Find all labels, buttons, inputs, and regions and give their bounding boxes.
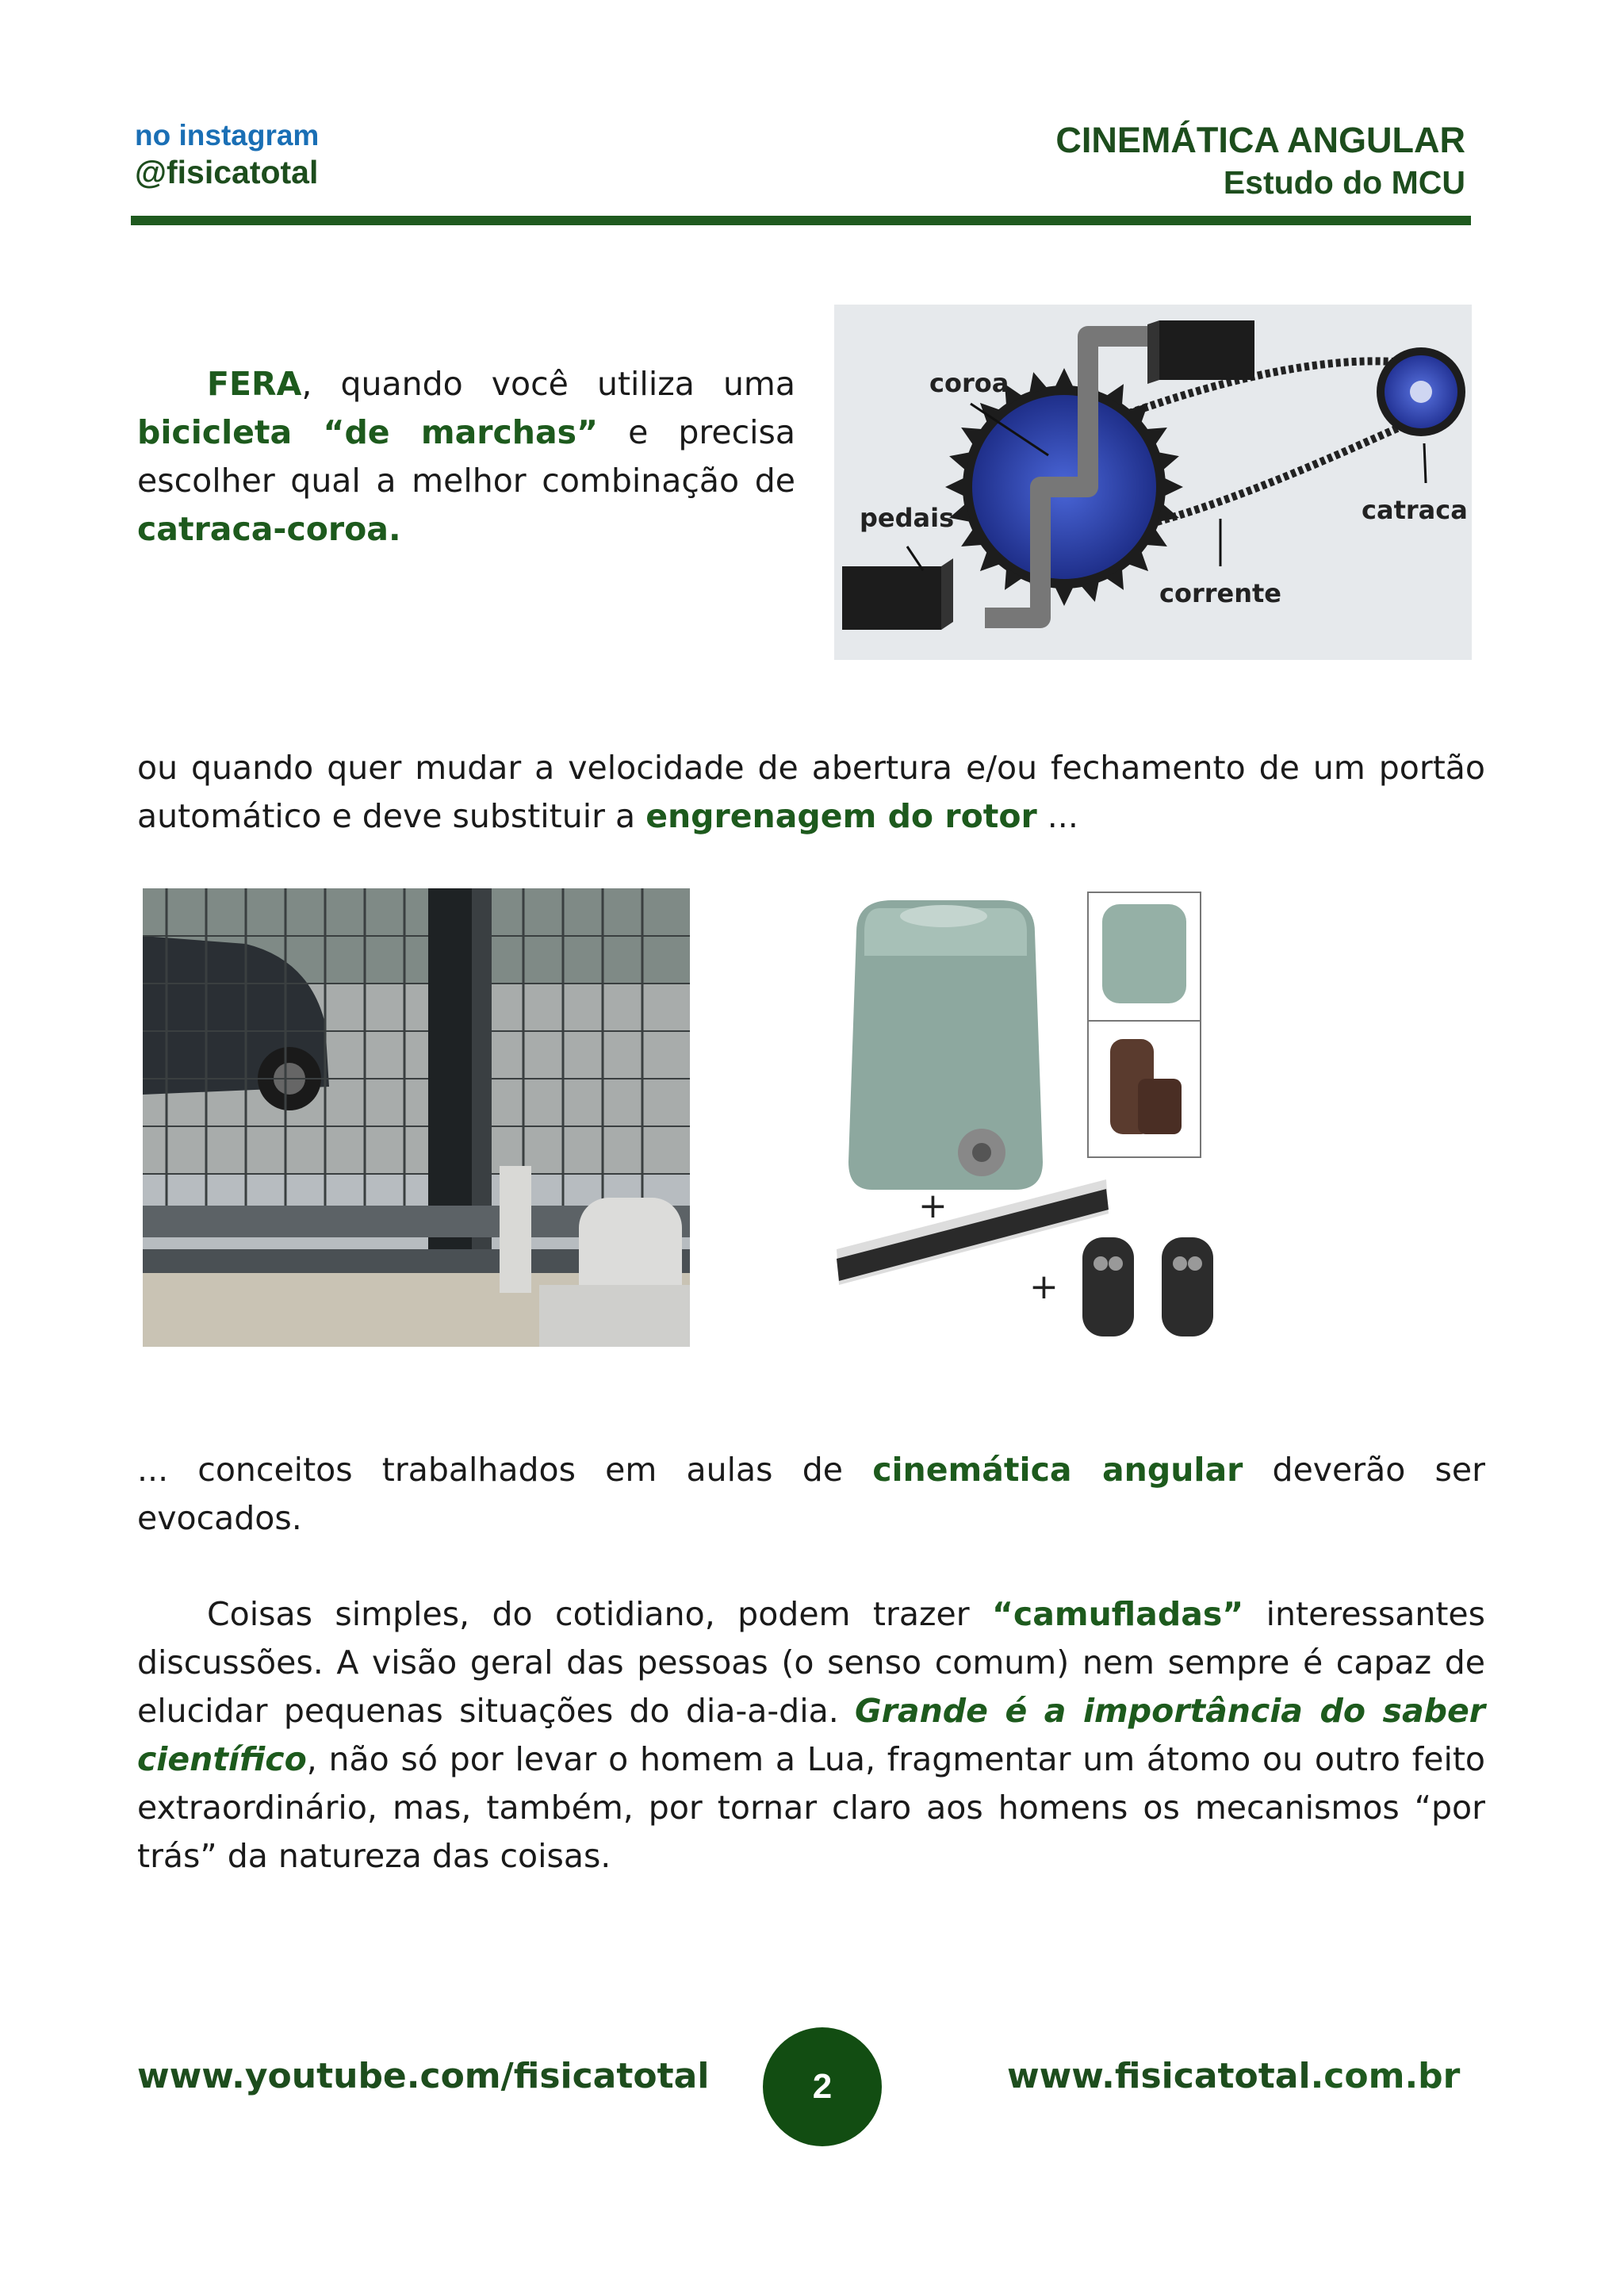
bike-highlight: bicicleta “de marchas” [137, 413, 599, 451]
page-number: 2 [812, 2067, 833, 2106]
plus-sign-2: + [1029, 1267, 1059, 1307]
fera-highlight: FERA [207, 365, 302, 403]
concepts-text-2: deverão ser evocados. [137, 1451, 1485, 1537]
document-subtitle: Estudo do MCU [1223, 164, 1465, 201]
concepts-text-1: ... conceitos trabalhados em aulas de [137, 1451, 873, 1489]
grande-highlight: Grande é a importância do saber científico [137, 1692, 1485, 1778]
catraca-coroa-highlight: catraca-coroa. [137, 510, 401, 548]
plus-sign-1: + [918, 1186, 948, 1226]
bike-gear-figure [834, 305, 1472, 660]
closing-text-3: , não só por levar o homem a Lua, fragmentar um átomo ou outro feito extraordinário, mas, também, por tornar claro aos homens os mecanismos “por trás” da natureza das coisas. [137, 1740, 1485, 1875]
coroa-label: coroa [929, 368, 1009, 398]
closing-paragraph [137, 1590, 1485, 1881]
intro-text-1: , quando você utiliza uma [301, 365, 795, 403]
gate-text-1: ou quando quer mudar a velocidade de abertura e/ou fechamento de um portão automático e deve substituir a [137, 749, 1485, 835]
page-number-badge [763, 2027, 882, 2146]
gate-photo [143, 888, 690, 1347]
intro-paragraph [137, 360, 795, 554]
cinematica-highlight: cinemática angular [872, 1451, 1243, 1489]
header-divider [131, 216, 1471, 225]
instagram-label: no instagram [135, 119, 320, 151]
pedais-label: pedais [860, 503, 955, 533]
youtube-link[interactable]: www.youtube.com/fisicatotal [137, 2056, 710, 2096]
catraca-label: catraca [1362, 495, 1468, 525]
concepts-paragraph [137, 1446, 1485, 1543]
engrenagem-highlight: engrenagem do rotor [645, 797, 1037, 835]
gate-text-2: ... [1036, 797, 1078, 835]
instagram-handle: @fisicatotal [135, 154, 319, 190]
camufladas-highlight: “camufladas” [991, 1595, 1244, 1633]
gate-paragraph [137, 744, 1485, 841]
website-tld: .com.br [1310, 2056, 1461, 2096]
closing-text-1: Coisas simples, do cotidiano, podem trazer [207, 1595, 992, 1633]
closing-text-2: interessantes discussões. A visão geral das pessoas (o senso comum) nem sempre é capaz de elucidar pequenas situações do dia-a-dia. [137, 1595, 1485, 1730]
gate-motor-kit-figure [825, 884, 1237, 1352]
website-main: www.fisicatotal [1007, 2056, 1311, 2096]
corrente-label: corrente [1159, 578, 1281, 608]
document-title: CINEMÁTICA ANGULAR [1055, 120, 1465, 160]
website-link[interactable] [1007, 2054, 1460, 2099]
intro-text-2: e precisa escolher qual a melhor combinação de [137, 413, 795, 500]
